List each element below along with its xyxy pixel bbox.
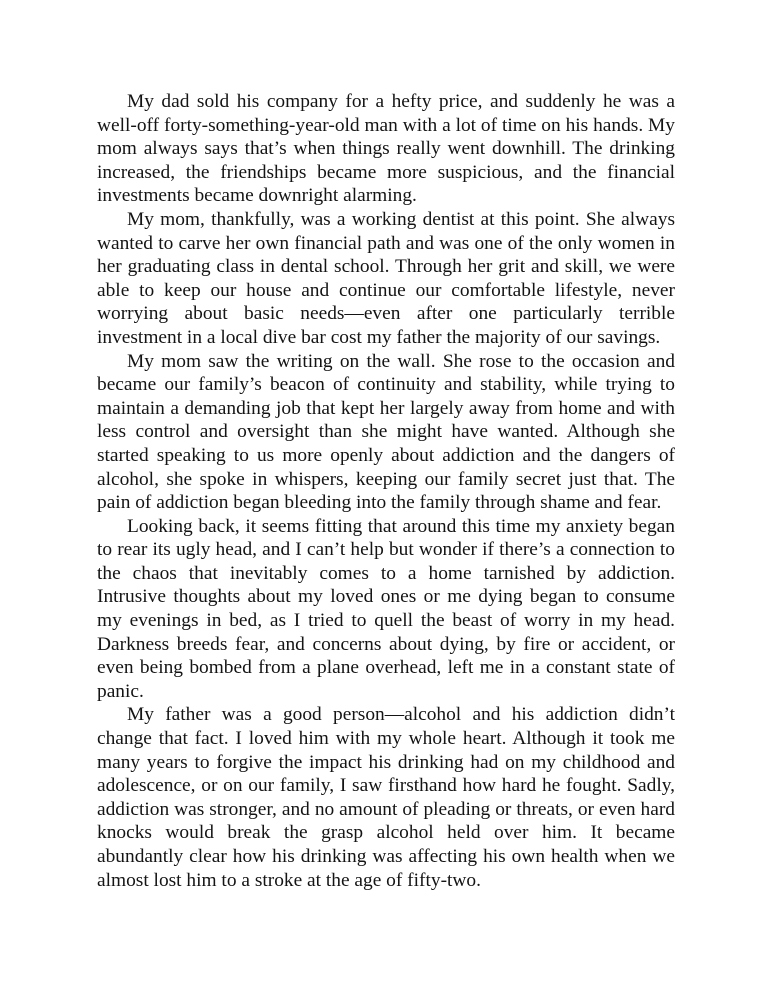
paragraph-3: My mom saw the writing on the wall. She rose to the occasion and became our family’s beacon of continuity and stability, while trying to maintain a demanding job that kept her largely away from home and with less control and oversight than she might have wanted. Although she started speaking to us more openly about addiction and the dangers of alcohol, she spoke in whispers, keeping our family secret just that. The pain of addiction began bleeding into the family through shame and fear. <box>97 350 675 514</box>
paragraph-4: Looking back, it seems fitting that around this time my anxiety began to rear its ugly head, and I can’t help but wonder if there’s a connection to the chaos that inevitably comes to a home tarnished by addiction. Intrusive thoughts about my loved ones or me dying began to consume my evenings in bed, as I tried to quell the beast of worry in my head. Darkness breeds fear, and concerns about dying, by fire or accident, or even being bombed from a plane overhead, left me in a constant state of panic. <box>97 515 675 702</box>
paragraph-2: My mom, thankfully, was a working dentist at this point. She always wanted to carve her own financial path and was one of the only women in her graduating class in dental school. Through her grit and skill, we were able to keep our house and continue our comfortable lifestyle, never worrying about basic needs—even after one particularly terrible investment in a local dive bar cost my father the majority of our savings. <box>97 208 675 348</box>
page-body <box>97 90 675 892</box>
paragraph-1: My dad sold his company for a hefty price, and suddenly he was a well-off forty-something-year-old man with a lot of time on his hands. My mom always says that’s when things really went downhill. The drinking increased, the friendships became more suspicious, and the financial investments became downright alarming. <box>97 91 675 207</box>
paragraph-5: My father was a good person—alcohol and his addiction didn’t change that fact. I loved him with my whole heart. Although it took me many years to forgive the impact his drinking had on my childhood and adolescence, or on our family, I saw firsthand how hard he fought. Sadly, addiction was stronger, and no amount of pleading or threats, or even hard knocks would break the grasp alcohol held over him. It became abundantly clear how his drinking was affecting his own health when we almost lost him to a stroke at the age of fifty-two. <box>97 704 675 891</box>
